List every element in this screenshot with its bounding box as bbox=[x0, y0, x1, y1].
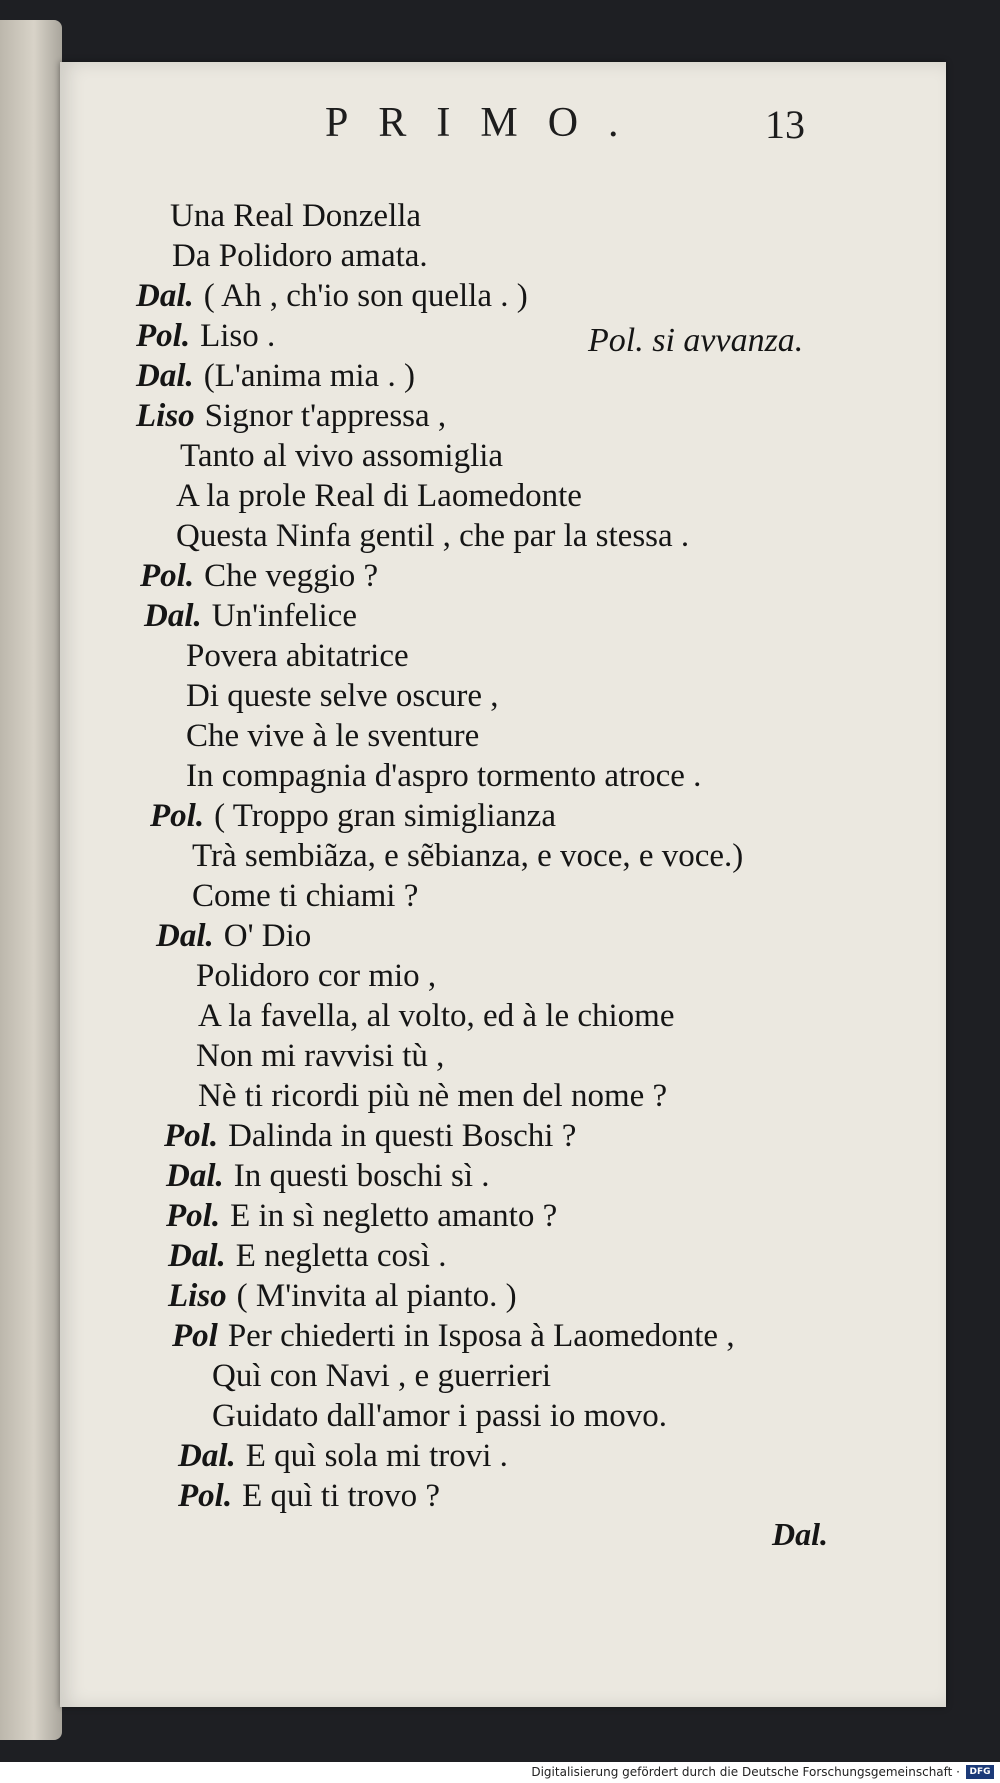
text-line bbox=[178, 1436, 508, 1476]
speaker-label: Liso bbox=[136, 398, 195, 434]
verse-text: Povera abitatrice bbox=[186, 638, 409, 674]
verse-text: Signor t'appressa , bbox=[204, 398, 447, 434]
verse-text: O' Dio bbox=[223, 918, 312, 954]
verse-text: ( Ah , ch'io son quella . ) bbox=[203, 278, 528, 314]
catchword: Dal. bbox=[772, 1516, 828, 1552]
speaker-label: Pol. bbox=[164, 1118, 219, 1154]
text-line bbox=[212, 1396, 667, 1436]
footer-bar bbox=[0, 1762, 1000, 1783]
speaker-label: Dal. bbox=[178, 1438, 236, 1474]
verse-text: Per chiederti in Isposa à Laomedonte , bbox=[227, 1318, 735, 1354]
verse-text: E quì ti trovo ? bbox=[242, 1478, 441, 1514]
verse-text: Trà sembiãza, e sẽbianza, e voce, e voce.) bbox=[192, 838, 744, 874]
verse-text: Non mi ravvisi tù , bbox=[196, 1038, 445, 1074]
text-line bbox=[172, 236, 428, 276]
text-line bbox=[176, 516, 689, 556]
stage-direction: Pol. si avvanza. bbox=[588, 322, 804, 359]
text-line bbox=[140, 556, 378, 596]
text-line bbox=[172, 1316, 735, 1356]
text-line bbox=[186, 676, 499, 716]
speaker-label: Pol bbox=[172, 1318, 218, 1354]
text-line bbox=[198, 1076, 667, 1116]
speaker-label: Pol. bbox=[136, 318, 191, 354]
verse-text: In compagnia d'aspro tormento atroce . bbox=[186, 758, 702, 794]
text-line bbox=[192, 836, 743, 876]
verse-text: A la prole Real di Laomedonte bbox=[176, 478, 582, 514]
text-line bbox=[186, 716, 479, 756]
verse-text: Guidato dall'amor i passi io movo. bbox=[212, 1398, 668, 1434]
verse-text: A la favella, al volto, ed à le chiome bbox=[198, 998, 675, 1034]
verse-text: E negletta così . bbox=[235, 1238, 447, 1274]
text-line bbox=[170, 196, 421, 236]
text-line bbox=[196, 956, 436, 996]
verse-text: Come ti chiami ? bbox=[192, 878, 419, 914]
text-line bbox=[150, 796, 556, 836]
text-line bbox=[136, 316, 275, 356]
running-head: PRIMO. bbox=[325, 100, 649, 146]
text-line bbox=[196, 1036, 444, 1076]
speaker-label: Dal. bbox=[168, 1238, 226, 1274]
text-line bbox=[186, 756, 701, 796]
text-line bbox=[166, 1196, 557, 1236]
verse-text: Tanto al vivo assomiglia bbox=[180, 438, 504, 474]
verse-text: Nè ti ricordi più nè men del nome ? bbox=[198, 1078, 668, 1114]
verse-text: Quì con Navi , e guerrieri bbox=[212, 1358, 552, 1394]
facing-page-edge bbox=[0, 20, 62, 1740]
verse-text: Di queste selve oscure , bbox=[186, 678, 499, 714]
verse-text: ( Troppo gran simiglianza bbox=[214, 798, 556, 834]
verse-text: Polidoro cor mio , bbox=[196, 958, 437, 994]
verse-text: Un'infelice bbox=[211, 598, 357, 634]
page-number: 13 bbox=[765, 102, 805, 147]
verse-text: Dalinda in questi Boschi ? bbox=[228, 1118, 577, 1154]
text-line bbox=[178, 1476, 440, 1516]
verse-text: E in sì negletto amanto ? bbox=[230, 1198, 558, 1234]
speaker-label: Liso bbox=[168, 1278, 227, 1314]
text-line bbox=[168, 1276, 517, 1316]
speaker-label: Pol. bbox=[178, 1478, 233, 1514]
verse-text: Da Polidoro amata. bbox=[172, 238, 428, 274]
verse-text: Liso . bbox=[200, 318, 276, 354]
speaker-label: Pol. bbox=[140, 558, 195, 594]
text-line bbox=[136, 276, 528, 316]
text-line bbox=[136, 356, 415, 396]
verse-text: ( M'invita al pianto. ) bbox=[236, 1278, 517, 1314]
speaker-label: Dal. bbox=[156, 918, 214, 954]
text-line bbox=[198, 996, 675, 1036]
text-line bbox=[176, 476, 582, 516]
text-line bbox=[166, 1156, 489, 1196]
text-line bbox=[192, 876, 418, 916]
footer-credit: Digitalisierung gefördert durch die Deutsche Forschungsgemeinschaft · bbox=[531, 1765, 960, 1779]
verse-text: Una Real Donzella bbox=[170, 198, 422, 234]
speaker-label: Dal. bbox=[136, 358, 194, 394]
verse-text: In questi boschi sì . bbox=[233, 1158, 490, 1194]
text-line bbox=[180, 436, 503, 476]
text-line bbox=[186, 636, 409, 676]
verse-text: Che veggio ? bbox=[204, 558, 379, 594]
text-line bbox=[168, 1236, 447, 1276]
speaker-label: Dal. bbox=[166, 1158, 224, 1194]
text-line bbox=[164, 1116, 576, 1156]
text-line bbox=[144, 596, 357, 636]
speaker-label: Dal. bbox=[136, 278, 194, 314]
verse-text: E quì sola mi trovi . bbox=[245, 1438, 508, 1474]
verse-text: Questa Ninfa gentil , che par la stessa . bbox=[176, 518, 690, 554]
text-line bbox=[156, 916, 311, 956]
speaker-label: Pol. bbox=[150, 798, 205, 834]
speaker-label: Pol. bbox=[166, 1198, 221, 1234]
text-line bbox=[212, 1356, 551, 1396]
dfg-logo-icon: DFG bbox=[966, 1765, 994, 1779]
verse-text: Che vive à le sventure bbox=[186, 718, 480, 754]
speaker-label: Dal. bbox=[144, 598, 202, 634]
verse-text: (L'anima mia . ) bbox=[203, 358, 415, 394]
text-line bbox=[136, 396, 446, 436]
